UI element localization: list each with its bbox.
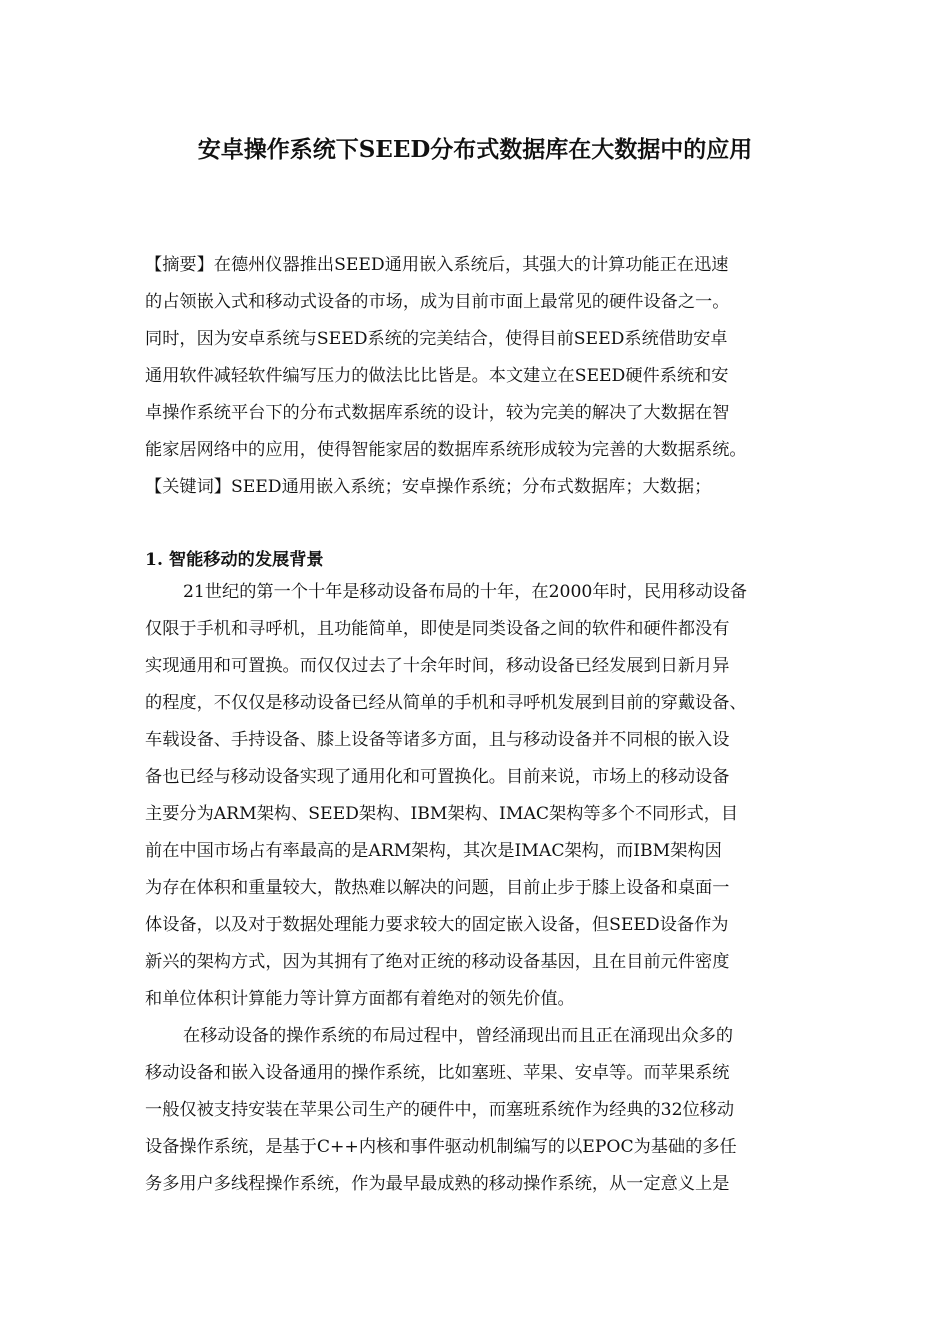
- paragraph-line: 的程度，不仅仅是移动设备已经从简单的手机和寻呼机发展到目前的穿戴设备、: [145, 693, 747, 713]
- abstract-line: 的占领嵌入式和移动式设备的市场，成为目前市面上最常见的硬件设备之一。: [145, 292, 730, 312]
- paragraph-line: 21世纪的第一个十年是移动设备布局的十年，在2000年时，民用移动设备: [183, 582, 748, 602]
- abstract-line: 【摘要】在德州仪器推出SEED通用嵌入系统后，其强大的计算功能正在迅速: [145, 255, 729, 275]
- paragraph-line: 设备操作系统，是基于C++内核和事件驱动机制编写的以EPOC为基础的多任: [145, 1137, 737, 1157]
- abstract-line: 通用软件减轻软件编写压力的做法比比皆是。本文建立在SEED硬件系统和安: [145, 366, 729, 386]
- abstract-line: 同时，因为安卓系统与SEED系统的完美结合，使得目前SEED系统借助安卓: [145, 329, 728, 349]
- paragraph-line: 务多用户多线程操作系统，作为最早最成熟的移动操作系统，从一定意义上是: [145, 1174, 730, 1194]
- paragraph-line: 移动设备和嵌入设备通用的操作系统，比如塞班、苹果、安卓等。而苹果系统: [145, 1063, 730, 1083]
- paragraph-line: 新兴的架构方式，因为其拥有了绝对正统的移动设备基因，且在目前元件密度: [145, 952, 730, 972]
- paragraph-line: 实现通用和可置换。而仅仅过去了十余年时间，移动设备已经发展到日新月异: [145, 656, 730, 676]
- paragraph-line: 备也已经与移动设备实现了通用化和可置换化。目前来说，市场上的移动设备: [145, 767, 730, 787]
- paragraph-line: 主要分为ARM架构、SEED架构、IBM架构、IMAC架构等多个不同形式，目: [145, 804, 739, 824]
- paragraph-line: 为存在体积和重量较大，散热难以解决的问题，目前止步于膝上设备和桌面一: [145, 878, 730, 898]
- keywords-line: 【关键词】SEED通用嵌入系统；安卓操作系统；分布式数据库；大数据；: [145, 477, 712, 497]
- document-title: 安卓操作系统下SEED分布式数据库在大数据中的应用: [197, 136, 753, 163]
- paragraph-line: 前在中国市场占有率最高的是ARM架构，其次是IMAC架构，而IBM架构因: [145, 841, 722, 861]
- paragraph-line: 一般仅被支持安装在苹果公司生产的硬件中，而塞班系统作为经典的32位移动: [145, 1100, 735, 1120]
- abstract-line: 卓操作系统平台下的分布式数据库系统的设计，较为完美的解决了大数据在智: [145, 403, 730, 423]
- paragraph-line: 和单位体积计算能力等计算方面都有着绝对的领先价值。: [145, 989, 575, 1009]
- paragraph-line: 车载设备、手持设备、膝上设备等诸多方面，且与移动设备并不同根的嵌入设: [145, 730, 730, 750]
- abstract-line: 能家居网络中的应用，使得智能家居的数据库系统形成较为完善的大数据系统。: [145, 440, 747, 460]
- paragraph-line: 体设备，以及对于数据处理能力要求较大的固定嵌入设备，但SEED设备作为: [145, 915, 729, 935]
- section-heading: 1. 智能移动的发展背景: [145, 550, 324, 570]
- paragraph-line: 在移动设备的操作系统的布局过程中，曾经涌现出而且正在涌现出众多的: [183, 1026, 734, 1046]
- paragraph-line: 仅限于手机和寻呼机，且功能简单，即使是同类设备之间的软件和硬件都没有: [145, 619, 730, 639]
